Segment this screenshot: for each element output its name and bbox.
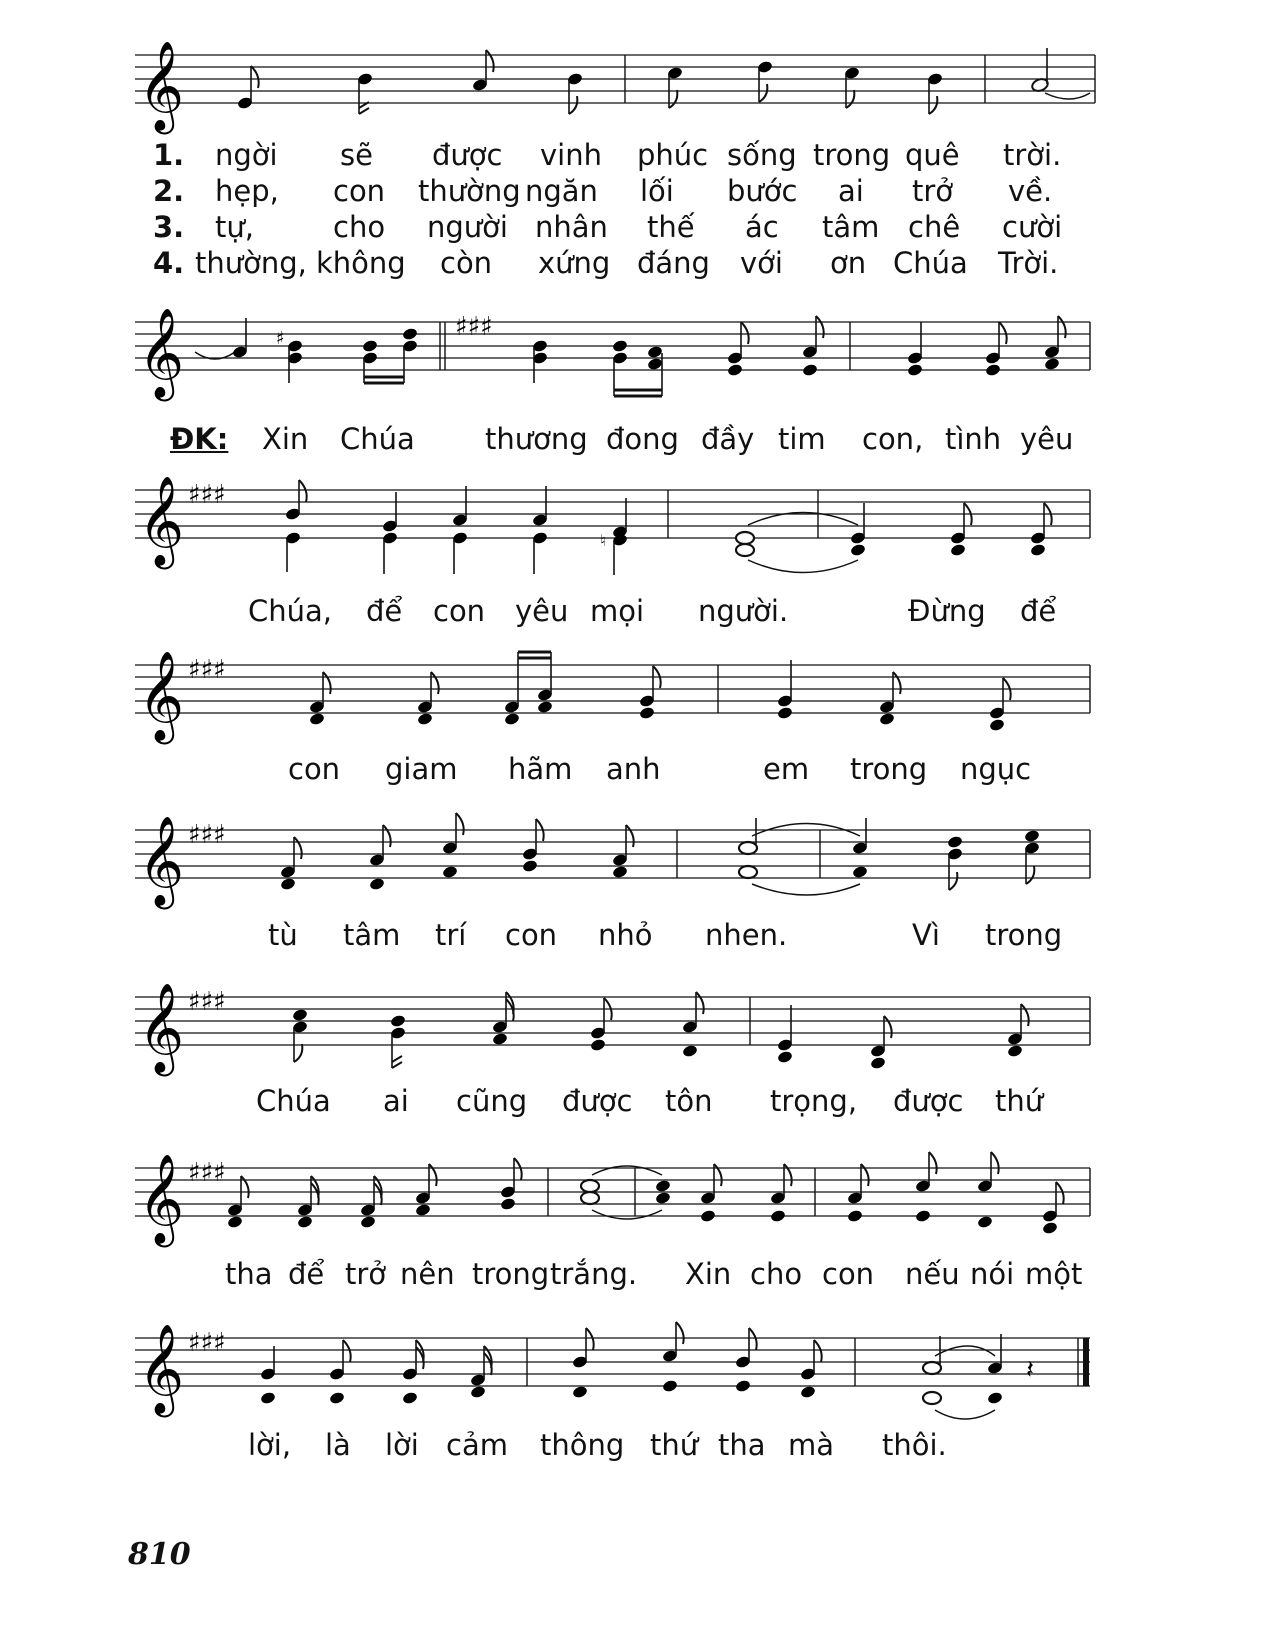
tie bbox=[748, 560, 858, 573]
lyric-syllable: phúc bbox=[637, 138, 709, 172]
verse-line-4 bbox=[0, 246, 1275, 286]
lyric-syllable: ngăn bbox=[525, 174, 598, 208]
lyric-syllable: trở bbox=[912, 174, 954, 208]
verse-number: 4. bbox=[153, 246, 185, 280]
staff-4 bbox=[0, 640, 1275, 750]
chord bbox=[777, 1005, 794, 1064]
chord bbox=[297, 1176, 319, 1229]
lyric-syllable: mà bbox=[788, 1428, 835, 1462]
lyric-syllable: thường bbox=[418, 174, 521, 208]
lyric-syllable: trong bbox=[985, 918, 1063, 952]
chord bbox=[1042, 1182, 1064, 1235]
key-signature: ♯♯♯ bbox=[188, 480, 226, 510]
note bbox=[667, 66, 684, 108]
lyric-syllable: trở bbox=[345, 1257, 387, 1291]
lyric-syllable: lối bbox=[640, 174, 674, 208]
chord bbox=[572, 1328, 594, 1399]
note bbox=[357, 72, 374, 114]
lyric-syllable: Chúa bbox=[893, 246, 968, 280]
refrain-line-5 bbox=[0, 1084, 1275, 1124]
chord bbox=[852, 818, 869, 879]
chord bbox=[847, 1164, 869, 1223]
lyric-syllable: tôn bbox=[665, 1084, 713, 1118]
chord bbox=[309, 672, 331, 726]
lyric-syllable: con bbox=[288, 752, 341, 786]
lyric-syllable: trọng, bbox=[770, 1084, 858, 1118]
treble-clef: 𝄞 bbox=[138, 983, 185, 1073]
chord bbox=[736, 532, 754, 556]
refrain-line-6 bbox=[0, 1257, 1275, 1297]
svg-text:♯: ♯ bbox=[276, 328, 285, 349]
chord bbox=[1024, 829, 1041, 884]
chord bbox=[417, 672, 439, 726]
lyric-syllable: hẹp, bbox=[215, 174, 279, 208]
chord bbox=[989, 678, 1011, 732]
chord bbox=[777, 660, 794, 720]
refrain-line-1 bbox=[0, 422, 1275, 462]
lyric-syllable: được bbox=[893, 1084, 964, 1118]
chord bbox=[915, 1152, 937, 1223]
chord bbox=[612, 825, 634, 879]
chord bbox=[470, 1346, 492, 1399]
chord bbox=[260, 1346, 277, 1405]
chord bbox=[879, 672, 901, 726]
staff-lines bbox=[135, 830, 1090, 878]
lyric-syllable: xứng bbox=[538, 246, 611, 280]
lyric-syllable: người. bbox=[698, 594, 789, 628]
lyric-syllable: tim bbox=[778, 422, 826, 456]
lyric-syllable: cũng bbox=[456, 1084, 528, 1118]
chord bbox=[923, 1336, 941, 1404]
lyric-syllable: bước bbox=[727, 174, 798, 208]
lyric-syllable: thường, bbox=[195, 246, 307, 280]
chord bbox=[639, 666, 661, 720]
lyric-syllable: tha bbox=[718, 1428, 766, 1462]
final-barline-thick bbox=[1083, 1338, 1089, 1386]
quarter-rest: 𝄽 bbox=[1026, 1355, 1034, 1385]
lyric-syllable: hãm bbox=[508, 752, 573, 786]
lyric-syllable: thương bbox=[485, 422, 588, 456]
chord bbox=[977, 1152, 999, 1229]
key-signature: ♯♯♯ bbox=[188, 1328, 226, 1358]
tie bbox=[592, 1210, 662, 1219]
treble-clef: 𝄞 bbox=[138, 476, 185, 566]
lyric-syllable: con bbox=[822, 1257, 875, 1291]
chord bbox=[280, 837, 302, 891]
lyric-syllable: người bbox=[427, 210, 508, 244]
verse-line-2 bbox=[0, 174, 1275, 214]
refrain-label: ĐK: bbox=[170, 422, 229, 456]
chord bbox=[537, 652, 554, 714]
treble-clef: 𝄞 bbox=[138, 651, 185, 741]
page-number: 810 bbox=[128, 1537, 191, 1572]
key-signature: ♯♯♯ bbox=[188, 1158, 226, 1188]
chord bbox=[662, 1322, 684, 1393]
chord bbox=[770, 1164, 792, 1223]
chord bbox=[442, 813, 464, 879]
chord bbox=[850, 503, 867, 557]
lyric-syllable: về. bbox=[1008, 174, 1053, 208]
lyric-syllable: yêu bbox=[515, 594, 569, 628]
key-signature: ♯♯♯ bbox=[188, 987, 226, 1017]
lyric-syllable: ngời bbox=[215, 138, 278, 172]
treble-clef: 𝄞 bbox=[138, 41, 185, 131]
lyric-syllable: lời bbox=[385, 1428, 419, 1462]
chord bbox=[682, 992, 704, 1058]
lyric-syllable: yêu bbox=[1020, 422, 1074, 456]
chord bbox=[987, 1334, 1004, 1405]
lyric-syllable: nhân bbox=[535, 210, 608, 244]
lyric-syllable: tâm bbox=[343, 918, 401, 952]
staff-1 bbox=[0, 40, 1275, 140]
verse-number: 2. bbox=[153, 174, 185, 208]
treble-clef: 𝄞 bbox=[138, 1154, 185, 1244]
lyric-syllable: Chúa bbox=[256, 1084, 331, 1118]
lyric-syllable: quê bbox=[905, 138, 960, 172]
lyric-syllable: giam bbox=[385, 752, 458, 786]
lyric-syllable: là bbox=[325, 1428, 351, 1462]
lyric-syllable: không bbox=[316, 246, 406, 280]
chord bbox=[452, 486, 469, 574]
refrain-line-4 bbox=[0, 918, 1275, 958]
lyric-syllable: với bbox=[740, 246, 783, 280]
lyric-syllable: trắng. bbox=[550, 1257, 638, 1291]
chord bbox=[522, 819, 544, 873]
chord bbox=[382, 492, 399, 574]
verse-number: 3. bbox=[153, 210, 185, 244]
chord bbox=[500, 1158, 522, 1211]
lyric-syllable: trong bbox=[813, 138, 891, 172]
svg-text:♮: ♮ bbox=[600, 531, 606, 550]
lyric-syllable: Chúa bbox=[340, 422, 415, 456]
chord bbox=[390, 1014, 407, 1068]
lyric-syllable: thôi. bbox=[882, 1428, 947, 1462]
chord bbox=[1030, 503, 1052, 557]
note bbox=[844, 66, 861, 108]
chord bbox=[492, 992, 514, 1046]
chord bbox=[590, 998, 612, 1052]
lyric-syllable: đong bbox=[606, 422, 679, 456]
lyric-syllable: Vì bbox=[912, 918, 940, 952]
chord bbox=[415, 1164, 437, 1217]
staff-7 bbox=[0, 1140, 1275, 1250]
chord bbox=[950, 503, 972, 557]
note bbox=[472, 50, 494, 92]
chord bbox=[907, 322, 924, 377]
lyric-syllable: thế bbox=[647, 210, 695, 244]
chord bbox=[727, 322, 749, 377]
lyric-syllable: trí bbox=[435, 918, 467, 952]
lyric-syllable: ngục bbox=[960, 752, 1032, 786]
lyric-syllable: con bbox=[433, 594, 486, 628]
chord bbox=[360, 1176, 382, 1229]
chord bbox=[800, 1340, 822, 1399]
lyric-syllable: tự, bbox=[215, 210, 254, 244]
lyric-syllable: trời. bbox=[1003, 138, 1062, 172]
lyric-syllable: anh bbox=[606, 752, 661, 786]
refrain-line-3 bbox=[0, 752, 1275, 792]
lyric-syllable: nếu bbox=[905, 1257, 960, 1291]
staff-lines bbox=[135, 490, 1090, 538]
tie bbox=[935, 1346, 995, 1356]
lyric-syllable: nên bbox=[400, 1257, 455, 1291]
lyric-syllable: Chúa, bbox=[248, 594, 332, 628]
lyric-syllable: được bbox=[562, 1084, 633, 1118]
chord bbox=[532, 339, 549, 383]
note bbox=[757, 60, 774, 102]
chord bbox=[947, 835, 964, 890]
lyric-syllable: tù bbox=[268, 918, 298, 952]
lyric-syllable: cười bbox=[1002, 210, 1063, 244]
lyric-syllable: để bbox=[366, 594, 403, 628]
chord bbox=[292, 1008, 309, 1062]
lyric-syllable: thứ bbox=[995, 1084, 1044, 1118]
lyric-syllable: nhen. bbox=[705, 918, 788, 952]
lyric-syllable: cho bbox=[333, 210, 386, 244]
lyric-syllable: ơn bbox=[830, 246, 867, 280]
lyric-syllable: chê bbox=[908, 210, 961, 244]
lyric-syllable: thứ bbox=[650, 1428, 699, 1462]
refrain-line-7 bbox=[0, 1428, 1275, 1468]
tie bbox=[752, 884, 860, 895]
lyric-syllable: tâm bbox=[822, 210, 880, 244]
lyric-syllable: sống bbox=[727, 138, 797, 172]
lyric-syllable: tình bbox=[945, 422, 1002, 456]
lyric-syllable: mọi bbox=[590, 594, 645, 628]
chord bbox=[600, 498, 628, 575]
treble-clef: 𝄞 bbox=[138, 816, 185, 906]
lyric-syllable: em bbox=[763, 752, 810, 786]
chord bbox=[276, 328, 303, 383]
key-signature: ♯♯♯ bbox=[188, 655, 226, 685]
lyric-syllable: còn bbox=[440, 246, 493, 280]
lyric-syllable: nói bbox=[970, 1257, 1015, 1291]
tie bbox=[935, 1410, 995, 1419]
verse-line-1 bbox=[0, 138, 1275, 178]
treble-clef: 𝄞 bbox=[138, 1324, 185, 1414]
lyric-syllable: con bbox=[333, 174, 386, 208]
chord bbox=[870, 1016, 892, 1070]
key-signature: ♯♯♯ bbox=[455, 312, 493, 342]
staff-3 bbox=[0, 478, 1275, 588]
lyric-syllable: nhỏ bbox=[598, 918, 653, 952]
lyric-syllable: đầy bbox=[701, 422, 755, 456]
lyric-syllable: trong bbox=[850, 752, 928, 786]
staff-lines bbox=[135, 997, 1090, 1045]
key-signature: ♯♯♯ bbox=[188, 820, 226, 850]
lyric-syllable: ác bbox=[745, 210, 779, 244]
staff-lines bbox=[135, 665, 1090, 713]
refrain-line-2 bbox=[0, 594, 1275, 634]
lyric-syllable: lời, bbox=[248, 1428, 292, 1462]
lyric-syllable: để bbox=[1020, 594, 1057, 628]
lyric-syllable: thông bbox=[540, 1428, 625, 1462]
lyric-syllable: cảm bbox=[446, 1428, 508, 1462]
lyric-syllable: Xin bbox=[685, 1257, 732, 1291]
staff-8 bbox=[0, 1315, 1275, 1425]
lyric-syllable: đáng bbox=[637, 246, 710, 280]
lyric-syllable: Đừng bbox=[908, 594, 986, 628]
lyric-syllable: một bbox=[1025, 1257, 1083, 1291]
lyric-syllable: Trời. bbox=[998, 246, 1059, 280]
chord bbox=[739, 818, 757, 878]
treble-clef: 𝄞 bbox=[138, 308, 185, 398]
lyric-syllable: Xin bbox=[262, 422, 309, 456]
chord bbox=[1007, 1004, 1029, 1058]
note bbox=[567, 72, 584, 114]
chord bbox=[985, 322, 1007, 377]
chord bbox=[1044, 316, 1066, 371]
verse-line-3 bbox=[0, 210, 1275, 250]
lyric-syllable: vinh bbox=[540, 138, 602, 172]
lyric-syllable: trong bbox=[472, 1257, 550, 1291]
chord bbox=[227, 1176, 249, 1229]
lyric-syllable: để bbox=[288, 1257, 325, 1291]
chord bbox=[532, 486, 549, 574]
verse-number: 1. bbox=[153, 138, 185, 172]
note bbox=[232, 318, 249, 359]
lyric-syllable: cho bbox=[750, 1257, 803, 1291]
lyric-syllable: sẽ bbox=[340, 138, 373, 172]
staff-5 bbox=[0, 805, 1275, 915]
lyric-syllable: tha bbox=[225, 1257, 273, 1291]
lyric-syllable: ai bbox=[383, 1084, 409, 1118]
staff-6 bbox=[0, 972, 1275, 1082]
staff-lines bbox=[135, 55, 1095, 103]
chord bbox=[369, 825, 391, 891]
staff-lines bbox=[135, 1338, 1090, 1386]
staff-2 bbox=[0, 298, 1275, 408]
staff-lines bbox=[135, 1168, 1090, 1216]
lyric-syllable: ai bbox=[838, 174, 864, 208]
chord bbox=[700, 1164, 722, 1223]
lyric-syllable: con, bbox=[862, 422, 924, 456]
lyric-syllable: được bbox=[432, 138, 503, 172]
lyric-syllable: con bbox=[505, 918, 558, 952]
note bbox=[927, 72, 944, 114]
